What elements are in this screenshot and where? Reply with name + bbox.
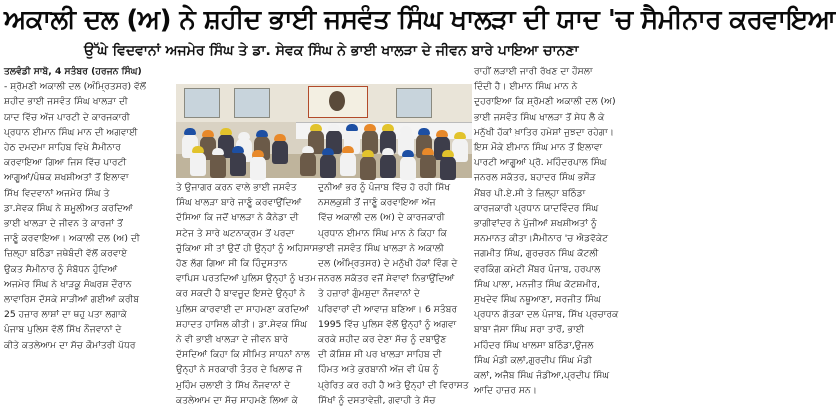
photo-person [250, 156, 266, 180]
article-line: ਲਾਵਾਰਿਸ ਦੱਸਕੇ ਸਾੜੀਆਂ ਗਈਆਂ ਕਰੀਬ [4, 294, 140, 306]
photo-turban [184, 128, 196, 135]
photo-person [300, 152, 316, 176]
photo-turban [346, 124, 358, 131]
photo-turban [364, 124, 376, 131]
photo-person [440, 156, 456, 180]
article-line: ਰਾਹੀਂ ਲੜਾਈ ਜਾਰੀ ਰੱਖਣ ਦਾ ਹੌਸਲਾ [474, 66, 593, 77]
article-line: ਜਗਮੀਤ ਸਿੰਘ, ਗੁਰਚਰਨ ਸਿੰਘ ਕੋਟਲੀ [474, 248, 599, 260]
article-column-right [474, 64, 681, 407]
article-line: ਸੁਖਦੇਵ ਸਿੰਘ ਨਥੂਆਣਾ, ਸਰਜੀਤ ਸਿੰਘ [474, 294, 601, 306]
photo-person [230, 152, 246, 176]
article-line: ਤੇ ਹਜ਼ਾਰਾਂ ਗੁੰਮਸ਼ੁਦਾ ਨੌਜਵਾਨਾਂ ਦੇ [318, 288, 420, 300]
article-line: ਜਨਰਲ ਸਕੱਤਰ, ਬਹਾਦਰ ਸਿੰਘ ਭਸੌੜ [474, 172, 596, 184]
photo-person [400, 156, 416, 180]
photo-banner [308, 86, 368, 118]
photo-turban [442, 150, 454, 157]
article-line: ਦੱਸਿਆ ਕਿ ਜਦੋਂ ਖਾਲੜਾ ਨੇ ਕੈਨੇਡਾ ਦੀ [176, 212, 299, 224]
article-line: ਪ੍ਰਧਾਨ ਈਮਾਨ ਸਿੰਘ ਮਾਨ ਦੀ ਅਗਵਾਈ [4, 126, 138, 138]
photo-person [340, 152, 356, 176]
article-line: ਮਹਿੰਦਰ ਸਿੰਘ ਖਾਲਸਾ ਬਠਿੰਡਾ,ਉਜਲ [474, 339, 594, 351]
subheadline: ਉੱਘੇ ਵਿਦਵਾਨਾਂ ਅਜਮੇਰ ਸਿੰਘ ਤੇ ਡਾ. ਸੇਵਕ ਸਿੰਘ ਨੇ ਭਾਈ ਖਾਲੜਾ ਦੇ ਜੀਵਨ ਬਾਰੇ ਪਾਇਆ ਚਾਨਣਾ [84, 43, 579, 59]
photo-turban [220, 128, 232, 135]
photo-turban [274, 134, 286, 141]
photo-turban [422, 148, 434, 155]
article-line: ਪ੍ਰਧਾਨ ਗੱਤਕਾ ਦਲ ਪੰਜਾਬ, ਸਿੱਖ ਪ੍ਰਚਾਰਕ [474, 309, 619, 321]
article-line: ਤਲਵੰਡੀ ਸਾਬੋ, 4 ਸਤੰਬਰ (ਹਰਜਨ ਸਿੰਘ) [4, 66, 142, 77]
article-line: ਦੁਹਰਾਇਆ ਕਿ ਸ਼੍ਰੋਮਣੀ ਅਕਾਲੀ ਦਲ (ਅ) [474, 96, 616, 108]
article-line: ਪੰਜਾਬ ਪੁਲਿਸ ਵੱਲੋਂ ਸਿੱਖ ਨੌਜਵਾਨਾਂ ਦੇ [4, 324, 122, 336]
article-line: ਆਦਿ ਹਾਜ਼ਰ ਸਨ। [474, 385, 537, 397]
article-line: ਮਨੁੱਖੀ ਹੱਕਾਂ ਖ਼ਾਤਿਰ ਹਮੇਸ਼ਾਂ ਜੁਝਦਾ ਰਹੇਗਾ। [474, 126, 614, 138]
article-line: ਸ਼ਹੀਦ ਭਾਈ ਜਸਵੰਤ ਸਿੰਘ ਖਾਲੜਾ ਦੀ [4, 96, 128, 108]
photo-turban [322, 148, 334, 155]
photo-turban [402, 150, 414, 157]
article-line: ਵਾਪਿਸ ਪਰਤਦਿਆਂ ਪੁਲਿਸ ਉਨ੍ਹਾਂ ਨੂੰ ਖਤਮ [176, 273, 317, 285]
article-line: ਪ੍ਰੇਰਿਤ ਕਰ ਰਹੀ ਹੈ ਅਤੇ ਉਨ੍ਹਾਂ ਦੀ ਵਿਰਾਸਤ [318, 379, 469, 391]
article-line: ਕਲਾਂ, ਅਜੈਬ ਸਿੰਘ ਜੰਡੀਆ,ਪ੍ਰਦੀਪ ਸਿੰਘ [474, 370, 610, 382]
photo-turban [238, 132, 250, 139]
article-line: ਕਰ ਸਕਦੀ ਹੈ ਬਾਵਜੂਦ ਇਸਦੇ ਉਨ੍ਹਾਂ ਨੇ [176, 288, 306, 300]
photo-turban [310, 124, 322, 131]
photo-person [420, 154, 436, 178]
article-line: ਇਸ ਮੌਕੇ ਈਮਾਨ ਸਿੰਘ ਮਾਨ ਤੋਂ ਇਲਾਵਾ [474, 142, 603, 154]
article-line: ਮੈਂਬਰ ਪੀ.ਏ.ਸੀ ਤੇ ਜ਼ਿਲ੍ਹਾ ਬਠਿੰਡਾ [474, 187, 586, 199]
article-line: ਦੱਸਦਿਆਂ ਕਿਹਾ ਕਿ ਸੀਮਿਤ ਸਾਧਨਾਂ ਨਾਲ [176, 349, 310, 361]
article-line: ਹੇਠ ਦਮਦਮਾ ਸਾਹਿਬ ਵਿਖੇ ਸੈਮੀਨਾਰ [4, 142, 121, 154]
article-column-left [4, 64, 167, 407]
article-line: ਕਾਰਜਕਾਰੀ ਪ੍ਰਧਾਨ ਯਾਦਵਿੰਦਰ ਸਿੰਘ [474, 202, 599, 214]
article-line: ਭਾਈ ਜਸਵੰਤ ਸਿੰਘ ਖਾਲੜਾ ਤੋਂ ਸੇਧ ਲੈ ਕੇ [474, 111, 605, 123]
photo-turban [382, 148, 394, 155]
photo-turban [202, 130, 214, 137]
article-line: ਪੁਲਿਸ ਕਾਰਵਾਈ ਦਾ ਸਾਹਮਣਾ ਕਰਦਿਆਂ [176, 303, 310, 315]
event-photo [176, 84, 472, 178]
article-line: - ਸ਼੍ਰੋਮਣੀ ਅਕਾਲੀ ਦਲ (ਅੰਮ੍ਰਿਤਸਰ) ਵੱਲੋਂ [4, 81, 147, 93]
photo-person [190, 152, 206, 176]
article-line: ਕਰਕੇ ਸ਼ਹੀਦ ਕਰ ਦੇਣਾ ਸੱਚ ਨੂੰ ਦਬਾਉਣ [318, 334, 447, 346]
article-line: ਕਤਲੇਆਮ ਦਾ ਸੱਚ ਸਾਹਮਣੇ ਲਿਆ ਕੇ [176, 394, 298, 406]
article-line: ਆਗੂਆਂ/ਪੰਥਕ ਸ਼ਖਸ਼ੀਅਤਾਂ ਤੋਂ ਇਲਾਵਾ [4, 172, 129, 184]
article-line: ਭਾਈ ਖਾਲੜਾ ਦੇ ਜੀਵਨ ਤੇ ਕਾਰਜਾਂ ਤੋਂ [4, 218, 123, 230]
article-line: ਪ੍ਰਧਾਨ ਈਮਾਨ ਸਿੰਘ ਮਾਨ ਨੇ ਕਿਹਾ ਕਿ [318, 227, 448, 239]
photo-person [320, 154, 336, 178]
article-line: 1995 ਵਿੱਚ ਪੁਲਿਸ ਵੱਲੋਂ ਉਨ੍ਹਾਂ ਨੂੰ ਅਗਵਾ [318, 318, 457, 330]
photo-turban [328, 124, 340, 131]
photo-window-mid [234, 88, 270, 118]
photo-turban [418, 128, 430, 135]
photo-turban [212, 148, 224, 155]
photo-turban [362, 150, 374, 157]
photo-turban [436, 130, 448, 137]
photo-turban [252, 150, 264, 157]
article-line: ਭਾਈ ਜਸਵੰਤ ਸਿੰਘ ਖਾਲੜਾ ਨੇ ਅਕਾਲੀ [318, 242, 444, 254]
photo-turban [232, 146, 244, 153]
article-line: ਨਸਲਕੁਸ਼ੀ ਤੋਂ ਜਾਣੂੰ ਕਰਵਾਇਆ ਅੱਜ [318, 197, 436, 209]
article-line: 25 ਹਜ਼ਾਰ ਲਾਸ਼ਾਂ ਦਾ ਥਹੁ ਪਤਾ ਲਗਾਕੇ [4, 309, 127, 321]
article-line: ਦਿੰਦੀ ਹੈ। ਈਮਾਨ ਸਿੰਘ ਮਾਨ ਨੇ [474, 81, 578, 93]
article-line: ਸਿੱਖਾਂ ਨੂੰ ਦਸਤਾਵੇਜ਼ੀ, ਗਵਾਹੀ ਤੇ ਸੱਚ [318, 394, 436, 406]
article-line: ਤੇ ਉਜਾਗਰ ਕਰਨ ਵਾਲੇ ਭਾਈ ਜਸਵੰਤ [176, 182, 297, 193]
photo-person [210, 154, 226, 178]
photo-turban [454, 132, 466, 139]
article-line: ਮੁਹਿੰਮ ਚਲਾਈ ਤੇ ਸਿੱਖ ਨੌਜਵਾਨਾਂ ਦੇ [176, 379, 291, 391]
article-line: ਦੁਨੀਆਂ ਭਰ ਨੂੰ ਪੰਜਾਬ ਵਿੱਚ ਹੋ ਰਹੀ ਸਿੱਖ [318, 182, 451, 193]
article-line: ਦੀ ਕੋਸ਼ਿਸ਼ ਸੀ ਪਰ ਖਾਲੜਾ ਸਾਹਿਬ ਦੀ [318, 349, 442, 361]
article-line: ਕੀਤੇ ਕਤਲੇਆਮ ਦਾ ਸੱਚ ਕੌਮਾਂਤਰੀ ਪੱਧਰ [4, 339, 136, 351]
photo-turban [302, 146, 314, 153]
article-line: ਡਾ.ਸੇਵਕ ਸਿੰਘ ਨੇ ਸ਼ਮੂਲੀਅਤ ਕਰਦਿਆਂ [4, 202, 133, 214]
article-line: ਪਾਰਟੀ ਆਗੂਆਂ ਪ੍ਰੋ. ਮਹਿੰਦਰਪਾਲ ਸਿੰਘ [474, 157, 607, 169]
article-line: ਬਾਬਾ ਜੱਸਾ ਸਿੰਘ ਸਰਾ ਤਾਰੋਂ, ਭਾਈ [474, 324, 585, 336]
article-line: ਕਰਵਾਇਆ ਗਿਆ ਜਿਸ ਵਿੱਚ ਪਾਰਟੀ [4, 157, 127, 169]
article-line: ਸਨਮਾਨਤ ਕੀਤਾ।ਸੈਮੀਨਾਰ 'ਚ ਐਡਵੋਕੇਟ [474, 233, 609, 245]
article-line: ਜ਼ਿਲ੍ਹਾ ਬਠਿੰਡਾ ਜਥੇਬੰਦੀ ਵੱਲੋਂ ਕਰਵਾਏ [4, 248, 128, 260]
article-line: ਉਨ੍ਹਾਂ ਨੇ ਸਰਕਾਰੀ ਤੰਤਰ ਦੇ ਖਿਲਾਫ ਜੋ [176, 364, 303, 376]
article-line: ਜਾਣੂੰ ਕਰਵਾਇਆ। ਅਕਾਲੀ ਦਲ (ਅ) ਦੀ [4, 233, 140, 245]
article-line: ਨੇ ਵੀ ਭਾਈ ਖਾਲੜਾ ਦੇ ਜੀਵਨ ਬਾਰੇ [176, 334, 289, 346]
article-line: ਜਨਰਲ ਸਕੱਤਰ ਵਜੋਂ ਸੇਵਾਵਾਂ ਨਿਭਾਉਂਦਿਆਂ [318, 273, 455, 285]
photo-window-right [396, 88, 432, 118]
photo-person [272, 140, 288, 164]
article-line: ਹਿੰਮਤ ਅਤੇ ਕੁਰਬਾਨੀ ਅੱਜ ਵੀ ਪੰਥ ਨੂੰ [318, 364, 439, 376]
photo-turban [256, 130, 268, 137]
article-column-middle-1 [176, 180, 319, 407]
article-line: ਸਟੇਜ ਤੇ ਸਾਰੇ ਘਟਨਾਕ੍ਰਮ ਤੋਂ ਪਰਦਾ [176, 227, 295, 239]
article-line: ਪਰਿਵਾਰਾਂ ਦੀ ਆਵਾਜ਼ ਬਣਿਆ। 6 ਸਤੰਬਰ [318, 303, 458, 315]
banner-portrait [329, 91, 345, 111]
photo-turban [342, 146, 354, 153]
photo-person [380, 154, 396, 178]
article-line: ਉਕਤ ਸੈਮੀਨਾਰ ਨੂੰ ਸੰਬੋਧਨ ਹੁੰਦਿਆਂ [4, 263, 118, 275]
photo-turban [382, 124, 394, 131]
article-line: ਸ਼ਹਾਦਤ ਹਾਸਿਲ ਕੀਤੀ। ਡਾ.ਸੇਵਕ ਸਿੰਘ [176, 318, 308, 330]
article-line: ਵਰਕਿੰਗ ਕਮੇਟੀ ਮੈਂਬਰ ਪੰਜਾਬ, ਹਰਪਾਲ [474, 263, 601, 275]
photo-person [360, 156, 376, 180]
article-line: ਸਿੰਘ ਖਾਲੜਾ ਬਾਰੇ ਜਾਣੂੰ ਕਰਵਾਉਂਦਿਆਂ [176, 197, 302, 209]
photo-turban [192, 146, 204, 153]
article-line: ਸਿੰਘ ਪਾਲਾ, ਮਨਜੀਤ ਸਿੰਘ ਕੋਟਸ਼ਮੀਰ, [474, 278, 600, 290]
article-line: ਦਲ (ਅੰਮ੍ਰਿਤਸਰ) ਦੇ ਮਨੁੱਖੀ ਹੱਕਾਂ ਵਿੰਗ ਦੇ [318, 258, 458, 270]
headline: ਅਕਾਲੀ ਦਲ (ਅ) ਨੇ ਸ਼ਹੀਦ ਭਾਈ ਜਸਵੰਤ ਸਿੰਘ ਖਾਲੜਾ ਦੀ ਯਾਦ 'ਚ ਸੈਮੀਨਾਰ ਕਰਵਾਇਆ [4, 5, 836, 35]
article-line: ਚੁੱਕਿਆ ਸੀ ਤਾਂ ਉਦੋਂ ਹੀ ਉਨ੍ਹਾਂ ਨੂੰ ਅਹਿਸਾਸ [176, 242, 319, 254]
photo-turban [400, 126, 412, 133]
article-line: ਸਿੰਘ ਮੰਡੀ ਕਲਾਂ,ਗੁਰਦੀਪ ਸਿੰਘ ਮੰਡੀ [474, 354, 592, 366]
article-line: ਭਾਗੀਵਾਂਦਰ ਨੇ ਪੁੱਜੀਆਂ ਸ਼ਖਸ਼ੀਅਤਾਂ ਨੂੰ [474, 218, 597, 230]
article-line: ਹੋਣ ਲੱਗ ਗਿਆ ਸੀ ਕਿ ਹਿੰਦੁਸਤਾਨ [176, 258, 288, 270]
article-line: ਵਿੱਚ ਅਕਾਲੀ ਦਲ (ਅ) ਦੇ ਕਾਰਜਕਾਰੀ [318, 212, 445, 224]
article-column-middle-2 [318, 180, 472, 407]
photo-window-left [184, 88, 220, 118]
article-line: ਯਾਦ ਵਿੱਚ ਅੱਜ ਪਾਰਟੀ ਦੇ ਕਾਰਜਕਾਰੀ [4, 111, 130, 123]
article-line: ਸਿੱਖ ਵਿਦਵਾਨਾਂ ਅਜਮੇਰ ਸਿੰਘ ਤੇ [4, 187, 110, 199]
article-line: ਅਜਮੇਰ ਸਿੰਘ ਨੇ ਖਾੜਕੂ ਸੰਘਰਸ਼ ਦੌਰਾਨ [4, 278, 132, 290]
